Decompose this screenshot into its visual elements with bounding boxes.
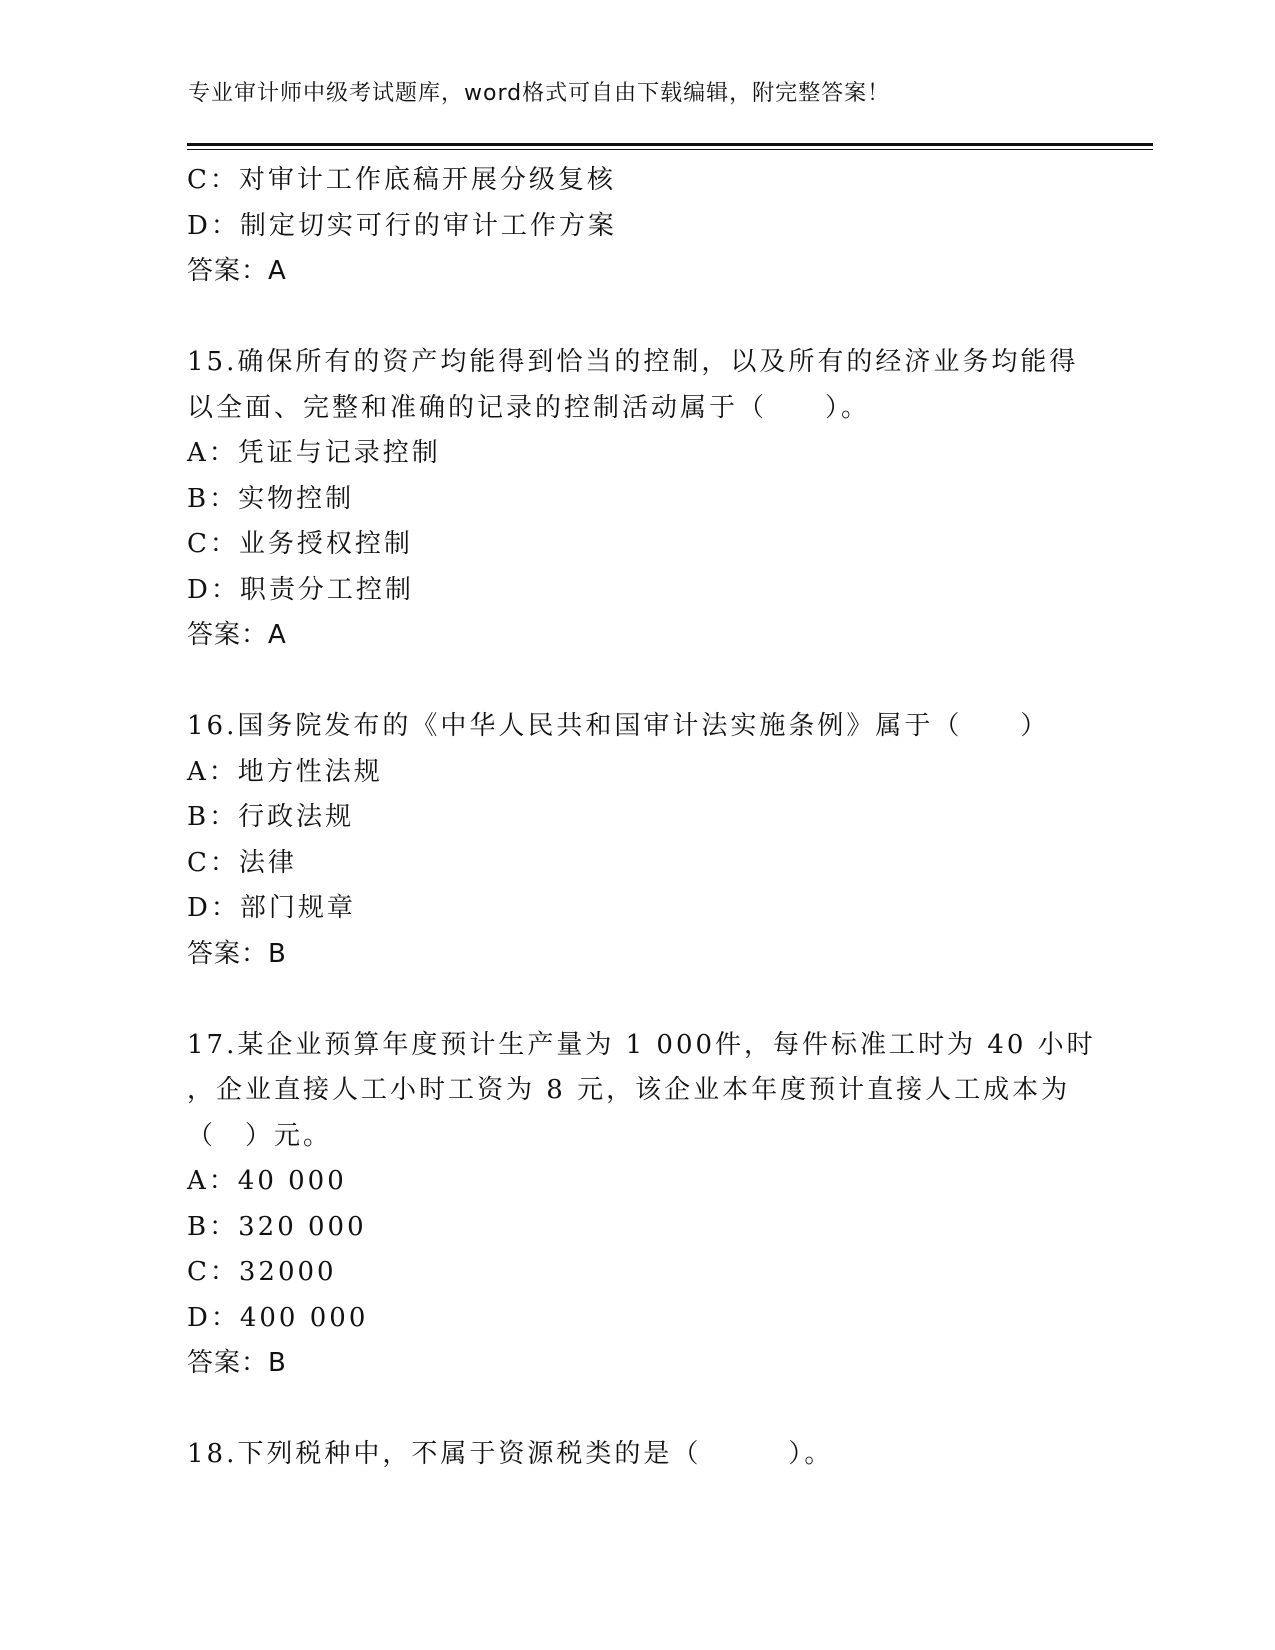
- answer-line: 答案：B: [187, 1348, 287, 1378]
- question-stem: 18.下列税种中，不属于资源税类的是（ ）。: [187, 1439, 834, 1469]
- option-line: B：行政法规: [187, 802, 355, 832]
- question-block-17: [187, 1023, 1096, 1387]
- question-stem: 16.国务院发布的《中华人民共和国审计法实施条例》属于（ ）: [187, 711, 1050, 741]
- spacer: [187, 659, 1087, 705]
- header-rule-thick: [187, 143, 1153, 146]
- option-line: A：地方性法规: [187, 756, 383, 787]
- question-stem: 17.某企业预算年度预计生产量为 1 000件，每件标准工时为 40 小时: [187, 1029, 1096, 1060]
- answer-line: 答案：A: [187, 256, 287, 286]
- option-line: C：法律: [187, 847, 297, 878]
- question-list: [187, 158, 1096, 1478]
- question-block-18: [187, 1432, 1087, 1478]
- option-line: B：实物控制: [187, 483, 355, 514]
- option-line: A：40 000: [187, 1166, 347, 1196]
- option-line: A：凭证与记录控制: [187, 438, 441, 468]
- spacer: [187, 1387, 1087, 1433]
- option-line: D：部门规章: [187, 893, 356, 923]
- question-stem: 以全面、完整和准确的记录的控制活动属于（ ）。: [187, 392, 871, 423]
- question-stem: 15.确保所有的资产均能得到恰当的控制，以及所有的经济业务均能得: [187, 347, 1079, 377]
- option-line: D：职责分工控制: [187, 574, 414, 605]
- option-line: B：320 000: [187, 1211, 367, 1242]
- option-line: D：制定切实可行的审计工作方案: [187, 210, 617, 241]
- spacer: [187, 977, 1087, 1023]
- option-line: C：业务授权控制: [187, 529, 413, 559]
- option-line: C：32000: [187, 1257, 337, 1287]
- option-line: C：对审计工作底稿开展分级复核: [187, 165, 616, 195]
- question-block-15: [187, 340, 1087, 659]
- question-block-14: [187, 158, 1087, 295]
- question-stem: （ ）元。: [187, 1120, 333, 1151]
- question-stem: ，企业直接人工小时工资为 8 元，该企业本年度预计直接人工成本为: [187, 1075, 1071, 1105]
- spacer: [187, 295, 1087, 341]
- option-line: D：400 000: [187, 1302, 369, 1333]
- answer-line: 答案：A: [187, 620, 287, 650]
- answer-line: 答案：B: [187, 938, 287, 969]
- page-header: 专业审计师中级考试题库，word格式可自由下载编辑，附完整答案！: [188, 81, 891, 106]
- header-rule-thin: [187, 149, 1153, 150]
- question-block-16: [187, 704, 1087, 977]
